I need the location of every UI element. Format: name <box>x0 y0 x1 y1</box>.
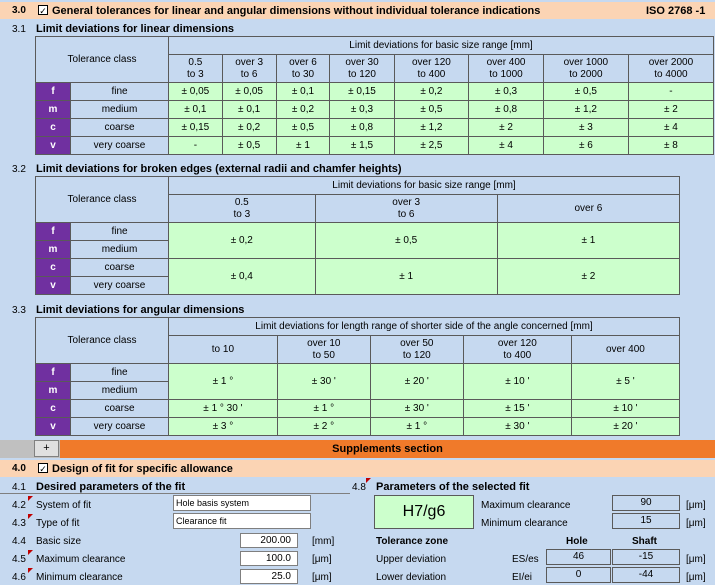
deviation-cell: ± 0,15 <box>330 83 394 101</box>
deviation-cell: ± 0,4 <box>169 259 316 295</box>
table-row <box>36 364 680 382</box>
class-letter: c <box>36 259 71 277</box>
deviation-cell: ± 20 ' <box>370 364 463 400</box>
class-name: fine <box>71 364 169 382</box>
range-from: over 1000 <box>563 56 609 68</box>
range-column-header <box>277 336 370 364</box>
fit-designation-box: H7/g6 <box>374 495 474 529</box>
deviation-cell: ± 0,8 <box>330 119 394 137</box>
deviation-cell: ± 0,5 <box>543 83 628 101</box>
section-number: 3.3 <box>12 305 26 316</box>
deviation-cell: ± 4 <box>469 137 544 155</box>
deviation-cell: ± 0,3 <box>469 83 544 101</box>
range-to: to 400 <box>417 68 446 80</box>
tolerance-class-header: Tolerance class <box>36 318 169 364</box>
upper-hole-value: 46 <box>546 549 611 565</box>
unit-label: [μm] <box>312 554 332 565</box>
linear-deviation-table <box>35 36 714 155</box>
range-from: 0.5 <box>234 196 249 208</box>
deviation-cell: ± 1 ° <box>277 400 370 418</box>
basic-size-input[interactable]: 200.00 <box>240 533 298 548</box>
deviation-cell: ± 0,5 <box>276 119 330 137</box>
deviation-cell: ± 1 ° <box>370 418 463 436</box>
range-column-header <box>497 195 679 223</box>
row-number: 4.6 <box>12 572 26 583</box>
table-row <box>36 101 714 119</box>
range-column-header <box>330 55 394 83</box>
class-letter: m <box>36 241 71 259</box>
range-column-header <box>543 55 628 83</box>
broken-edges-table <box>35 176 680 295</box>
class-letter: f <box>36 223 71 241</box>
system-of-fit-select[interactable] <box>173 495 311 511</box>
section-title: General tolerances for linear and angular dimensions without individual tolerance indications <box>52 5 541 17</box>
row-number: 4.5 <box>12 554 26 565</box>
unit-label: [μm] <box>686 500 706 511</box>
range-to: to 6 <box>397 208 415 220</box>
class-name: coarse <box>71 119 169 137</box>
deviation-cell: ± 0,5 <box>315 223 497 259</box>
type-label: Type of fit <box>36 518 80 529</box>
range-column-header <box>469 55 544 83</box>
deviation-cell: ± 30 ' <box>370 400 463 418</box>
table-row <box>36 83 714 101</box>
lower-shaft-value: -44 <box>612 567 680 583</box>
checkbox-icon[interactable]: ✓ <box>39 464 47 474</box>
deviation-cell: ± 0,2 <box>394 83 469 101</box>
section-header-4-0 <box>0 460 715 477</box>
comment-marker-icon <box>28 568 33 573</box>
deviation-cell: ± 20 ' <box>571 418 679 436</box>
deviation-cell: ± 0,1 <box>222 101 276 119</box>
deviation-cell: ± 1 ° <box>169 364 278 400</box>
class-letter: c <box>36 400 71 418</box>
deviation-cell: ± 0,5 <box>394 101 469 119</box>
range-from: over 400 <box>605 343 645 355</box>
unit-label: [μm] <box>686 518 706 529</box>
table-row <box>36 400 680 418</box>
deviation-cell: ± 3 <box>543 119 628 137</box>
class-letter: f <box>36 83 71 101</box>
class-name: very coarse <box>71 277 169 295</box>
deviation-cell: ± 0,2 <box>222 119 276 137</box>
standard-label: ISO 2768 -1 <box>646 5 706 17</box>
range-to: to 1000 <box>489 68 523 80</box>
max-clearance-label: Maximum clearance <box>36 554 126 565</box>
deviation-cell: ± 0,05 <box>169 83 223 101</box>
row-number: 4.2 <box>12 500 26 511</box>
deviation-cell: ± 0,1 <box>169 101 223 119</box>
deviation-cell: ± 1,5 <box>330 137 394 155</box>
class-letter: m <box>36 382 71 400</box>
section-title: Parameters of the selected fit <box>376 481 530 493</box>
section-title: Limit deviations for linear dimensions <box>36 23 235 35</box>
select-value: Clearance fit <box>176 516 227 526</box>
range-column-header <box>370 336 463 364</box>
section-title: Limit deviations for broken edges (external radii and chamfer heights) <box>36 163 402 175</box>
range-column-header <box>169 55 223 83</box>
table-row <box>36 223 680 241</box>
deviation-cell: ± 6 <box>543 137 628 155</box>
class-name: fine <box>71 223 169 241</box>
range-to: to 50 <box>312 349 335 361</box>
range-from: over 2000 <box>648 56 694 68</box>
section-number: 4.8 <box>352 482 366 493</box>
hole-header: Hole <box>566 536 588 547</box>
range-to: to 400 <box>503 349 532 361</box>
tolerance-zone-label: Tolerance zone <box>376 536 449 547</box>
range-column-header <box>463 336 571 364</box>
type-of-fit-select[interactable] <box>173 513 311 529</box>
range-to: to 120 <box>348 68 376 80</box>
supplements-section-label[interactable]: Supplements section <box>60 440 715 458</box>
class-name: very coarse <box>71 137 169 155</box>
comment-marker-icon <box>28 496 33 501</box>
row-number: 4.3 <box>12 518 26 529</box>
range-to: to 30 <box>291 68 315 80</box>
lower-hole-value: 0 <box>546 567 611 583</box>
checkbox-icon[interactable]: ✓ <box>39 6 47 16</box>
deviation-cell: ± 0,8 <box>469 101 544 119</box>
unit-label: [μm] <box>686 554 706 565</box>
lower-deviation-label: Lower deviation <box>376 572 447 583</box>
range-from: over 6 <box>574 202 603 214</box>
range-column-header <box>169 195 316 223</box>
class-name: fine <box>71 83 169 101</box>
unit-label: [mm] <box>312 536 335 547</box>
section-title: Desired parameters of the fit <box>36 481 186 493</box>
range-header: Limit deviations for length range of shorter side of the angle concerned [mm] <box>169 318 680 336</box>
lower-symbol: EI/ei <box>512 572 533 583</box>
supplements-bar <box>0 440 715 458</box>
min-clearance-label: Minimum clearance <box>481 518 568 529</box>
max-clearance-input[interactable]: 100.0 <box>240 551 298 566</box>
deviation-cell: ± 1 <box>276 137 330 155</box>
angular-deviation-table <box>35 317 680 436</box>
class-letter: v <box>36 277 71 295</box>
range-from: 0.5 <box>188 56 203 68</box>
upper-deviation-label: Upper deviation <box>376 554 447 565</box>
class-name: coarse <box>71 259 169 277</box>
range-header: Limit deviations for basic size range [mm] <box>169 177 680 195</box>
comment-marker-icon <box>28 514 33 519</box>
section-number: 4.0 <box>12 463 26 474</box>
table-row <box>36 418 680 436</box>
class-name: medium <box>71 241 169 259</box>
shaft-header: Shaft <box>632 536 657 547</box>
deviation-cell: ± 3 ° <box>169 418 278 436</box>
upper-symbol: ES/es <box>512 554 539 565</box>
deviation-cell: - <box>169 137 223 155</box>
deviation-cell: ± 4 <box>628 119 713 137</box>
section-title: Limit deviations for angular dimensions <box>36 304 245 316</box>
deviation-cell: ± 10 ' <box>463 364 571 400</box>
table-row <box>36 119 714 137</box>
tolerance-class-header: Tolerance class <box>36 177 169 223</box>
class-letter: c <box>36 119 71 137</box>
deviation-cell: ± 15 ' <box>463 400 571 418</box>
range-to: to 2000 <box>569 68 603 80</box>
range-from: over 6 <box>289 56 317 68</box>
deviation-cell: ± 1 <box>497 223 679 259</box>
min-clearance-value: 15 <box>612 513 680 529</box>
range-from: over 30 <box>345 56 379 68</box>
deviation-cell: ± 0,5 <box>222 137 276 155</box>
deviation-cell: ± 2 <box>469 119 544 137</box>
range-column-header <box>169 336 278 364</box>
class-letter: v <box>36 418 71 436</box>
deviation-cell: ± 30 ' <box>277 364 370 400</box>
deviation-cell: ± 0,3 <box>330 101 394 119</box>
section-title: Design of fit for specific allowance <box>52 463 233 475</box>
table-row <box>36 137 714 155</box>
deviation-cell: ± 10 ' <box>571 400 679 418</box>
range-from: over 10 <box>307 337 341 349</box>
min-clearance-input[interactable]: 25.0 <box>240 569 298 584</box>
expand-button[interactable]: + <box>34 440 59 457</box>
deviation-cell: ± 0,2 <box>276 101 330 119</box>
deviation-cell: - <box>628 83 713 101</box>
range-from: over 50 <box>400 337 434 349</box>
row-number: 4.4 <box>12 536 26 547</box>
deviation-cell: ± 30 ' <box>463 418 571 436</box>
class-name: medium <box>71 101 169 119</box>
deviation-cell: ± 2 <box>628 101 713 119</box>
deviation-cell: ± 0,1 <box>276 83 330 101</box>
class-name: medium <box>71 382 169 400</box>
class-name: coarse <box>71 400 169 418</box>
section-number: 3.2 <box>12 164 26 175</box>
range-from: over 3 <box>235 56 264 68</box>
range-column-header <box>315 195 497 223</box>
unit-label: [μm] <box>686 572 706 583</box>
deviation-cell: ± 0,2 <box>169 223 316 259</box>
comment-marker-icon <box>366 478 371 483</box>
range-column-header <box>628 55 713 83</box>
range-column-header <box>571 336 679 364</box>
section-number: 3.1 <box>12 24 26 35</box>
system-label: System of fit <box>36 500 92 511</box>
deviation-cell: ± 1,2 <box>394 119 469 137</box>
range-column-header <box>394 55 469 83</box>
range-to: to 120 <box>402 349 431 361</box>
range-column-header <box>222 55 276 83</box>
deviation-cell: ± 2,5 <box>394 137 469 155</box>
deviation-cell: ± 1 <box>315 259 497 295</box>
deviation-cell: ± 1 ° 30 ' <box>169 400 278 418</box>
section-number: 3.0 <box>12 5 26 16</box>
deviation-cell: ± 8 <box>628 137 713 155</box>
range-column-header <box>276 55 330 83</box>
range-to: to 6 <box>240 68 258 80</box>
deviation-cell: ± 1,2 <box>543 101 628 119</box>
select-value: Hole basis system <box>176 498 250 508</box>
deviation-cell: ± 2 <box>497 259 679 295</box>
max-clearance-label: Maximum clearance <box>481 500 571 511</box>
range-to: to 10 <box>211 343 235 355</box>
range-header: Limit deviations for basic size range [mm] <box>169 37 714 55</box>
unit-label: [μm] <box>312 572 332 583</box>
comment-marker-icon <box>28 550 33 555</box>
section-header-3-0 <box>0 2 715 19</box>
range-from: over 120 <box>497 337 537 349</box>
tolerance-class-header: Tolerance class <box>36 37 169 83</box>
class-letter: v <box>36 137 71 155</box>
range-to: to 4000 <box>654 68 688 80</box>
range-to: to 3 <box>187 68 204 80</box>
deviation-cell: ± 0,05 <box>222 83 276 101</box>
table-row <box>36 259 680 277</box>
upper-shaft-value: -15 <box>612 549 680 565</box>
class-name: very coarse <box>71 418 169 436</box>
basic-size-label: Basic size <box>36 536 82 547</box>
section-number: 4.1 <box>12 482 26 493</box>
max-clearance-value: 90 <box>612 495 680 511</box>
deviation-cell: ± 0,15 <box>169 119 223 137</box>
range-from: over 120 <box>411 56 451 68</box>
range-from: over 400 <box>486 56 526 68</box>
divider <box>0 493 350 494</box>
deviation-cell: ± 5 ' <box>571 364 679 400</box>
min-clearance-label: Minimum clearance <box>36 572 123 583</box>
class-letter: f <box>36 364 71 382</box>
deviation-cell: ± 2 ° <box>277 418 370 436</box>
range-to: to 3 <box>233 208 251 220</box>
range-from: over 3 <box>392 196 421 208</box>
class-letter: m <box>36 101 71 119</box>
